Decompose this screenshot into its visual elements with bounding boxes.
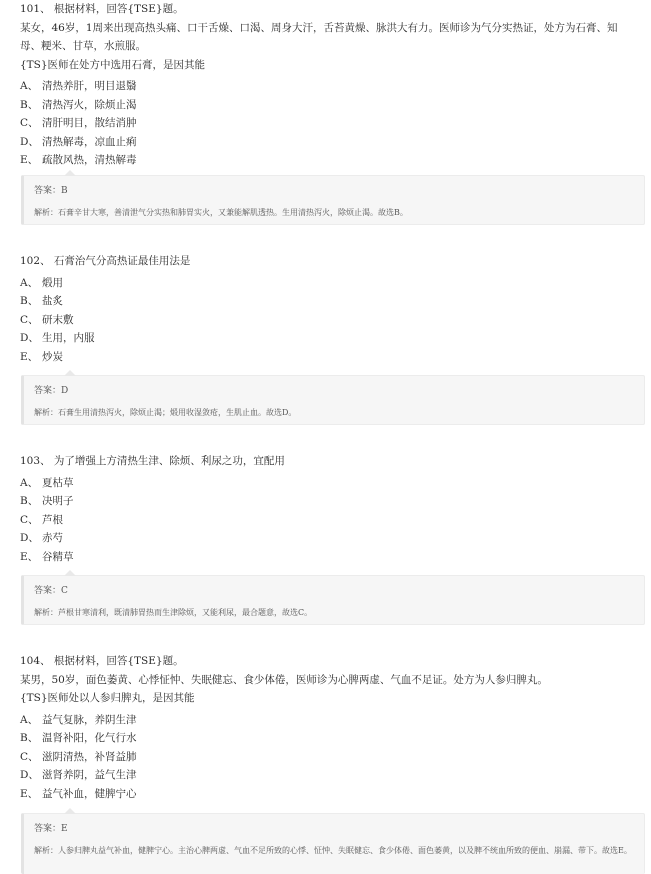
option-c[interactable]: [20, 311, 645, 330]
answer-box-104: [21, 813, 645, 874]
option-a[interactable]: [20, 77, 645, 96]
option-letter: C、: [20, 750, 39, 763]
question-102: [20, 252, 645, 366]
option-letter: D、: [20, 532, 39, 544]
option-b[interactable]: [20, 96, 645, 115]
option-b[interactable]: [20, 729, 645, 748]
option-text: 益气补血，健脾宁心: [42, 787, 137, 800]
question-104: [20, 652, 645, 803]
option-a[interactable]: [20, 711, 645, 730]
explanation-text: 解析：石膏生用清热泻火，除烦止渴；煅用收湿敛疮，生肌止血。故选D。: [34, 408, 297, 417]
option-letter: A、: [20, 80, 39, 92]
answer-box-101: [21, 175, 645, 225]
option-d[interactable]: [20, 133, 645, 152]
pointer-arrow-icon: [64, 170, 76, 176]
option-b[interactable]: [20, 492, 645, 511]
answer-box-103: [21, 575, 645, 625]
option-text: 研末敷: [42, 313, 74, 326]
question-text: {TS}医师处以人参归脾丸，是因其能: [20, 692, 195, 704]
question-header: 101、 根据材料，回答{TSE}题。: [20, 3, 184, 15]
option-letter: B、: [20, 732, 39, 744]
question-header: 104、 根据材料，回答{TSE}题。: [20, 655, 184, 667]
option-a[interactable]: [20, 474, 645, 493]
option-c[interactable]: [20, 748, 645, 767]
option-d[interactable]: [20, 329, 645, 348]
option-e[interactable]: [20, 151, 645, 170]
option-letter: E、: [20, 154, 39, 166]
option-text: 清热养肝，明目退翳: [42, 80, 137, 92]
option-letter: D、: [20, 135, 39, 148]
option-letter: B、: [20, 98, 39, 111]
option-d[interactable]: [20, 766, 645, 785]
question-text: {TS}医师在处方中选用石膏，是因其能: [20, 58, 206, 71]
answer-label: 答案：E: [34, 824, 68, 834]
option-letter: A、: [20, 476, 39, 489]
option-text: 益气复脉，养阴生津: [42, 713, 137, 726]
option-c[interactable]: [20, 114, 645, 133]
option-letter: D、: [20, 769, 39, 781]
option-letter: E、: [20, 787, 39, 800]
option-c[interactable]: [20, 511, 645, 530]
option-e[interactable]: [20, 785, 645, 804]
question-text: 102、 石膏治气分高热证最佳用法是: [20, 255, 191, 267]
option-letter: E、: [20, 350, 39, 363]
case-text: 母、粳米、甘草，水煎服。: [20, 40, 146, 52]
option-text: 滋阴清热，补肾益肺: [42, 750, 137, 763]
option-text: 谷精草: [42, 550, 74, 563]
explanation-text: 解析：人参归脾丸益气补血，健脾宁心。主治心脾两虚、气血不足所致的心悸、怔忡、失眠健忘、食少体倦、面色萎黄，以及脾不统血所致的便血、崩漏、带下。故选E。: [34, 846, 632, 855]
option-a[interactable]: [20, 274, 645, 293]
option-letter: E、: [20, 550, 39, 563]
pointer-arrow-icon: [64, 370, 76, 376]
option-text: 温肾补阳，化气行水: [42, 732, 137, 744]
option-text: 疏散风热，清热解毒: [42, 154, 137, 166]
answer-box-102: [21, 375, 645, 425]
option-d[interactable]: [20, 529, 645, 548]
option-text: 煅用: [42, 276, 63, 289]
option-text: 清热解毒，凉血止痢: [42, 135, 137, 148]
answer-label: 答案：D: [34, 386, 69, 396]
pointer-arrow-icon: [64, 570, 76, 576]
option-text: 盐炙: [42, 295, 63, 307]
answer-label: 答案：B: [34, 186, 68, 196]
option-letter: C、: [20, 513, 39, 526]
explanation-text: 解析：石膏辛甘大寒，善清泄气分实热和肺胃实火，又兼能解肌透热。生用清热泻火，除烦止渴。故选B。: [34, 208, 408, 217]
option-e[interactable]: [20, 548, 645, 567]
option-text: 炒炭: [42, 350, 63, 363]
option-text: 清热泻火，除烦止渴: [42, 98, 137, 111]
answer-label: 答案：C: [34, 586, 68, 596]
option-text: 清肝明目，散结消肿: [42, 117, 137, 129]
option-text: 滋肾养阴，益气生津: [42, 769, 137, 781]
option-text: 夏枯草: [42, 476, 74, 489]
option-letter: B、: [20, 295, 39, 307]
option-letter: C、: [20, 117, 39, 129]
option-e[interactable]: [20, 348, 645, 367]
case-text: 某男，50岁，面色萎黄、心悸怔忡、失眠健忘、食少体倦，医师诊为心脾两虚、气血不足证。处方为人参归脾丸。: [20, 673, 548, 686]
option-letter: A、: [20, 276, 39, 289]
option-letter: A、: [20, 713, 39, 726]
pointer-arrow-icon: [64, 808, 76, 814]
case-text: 某女，46岁，1周来出现高热头痛、口干舌燥、口渴、周身大汗，舌苔黄燥、脉洪大有力。医师诊为气分实热证，处方为石膏、知: [20, 21, 618, 34]
question-103: [20, 452, 645, 566]
option-text: 赤芍: [42, 532, 63, 544]
option-letter: D、: [20, 332, 39, 344]
question-text: 103、 为了增强上方清热生津、除烦、利尿之功，宜配用: [20, 455, 285, 467]
option-letter: B、: [20, 495, 39, 507]
explanation-text: 解析：芦根甘寒清利，既清肺胃热而生津除烦，又能利尿，最合题意，故选C。: [34, 608, 313, 617]
option-text: 生用，内服: [42, 332, 95, 344]
option-text: 决明子: [42, 495, 74, 507]
option-text: 芦根: [42, 513, 63, 526]
option-b[interactable]: [20, 292, 645, 311]
option-letter: C、: [20, 313, 39, 326]
question-101: [20, 0, 645, 170]
